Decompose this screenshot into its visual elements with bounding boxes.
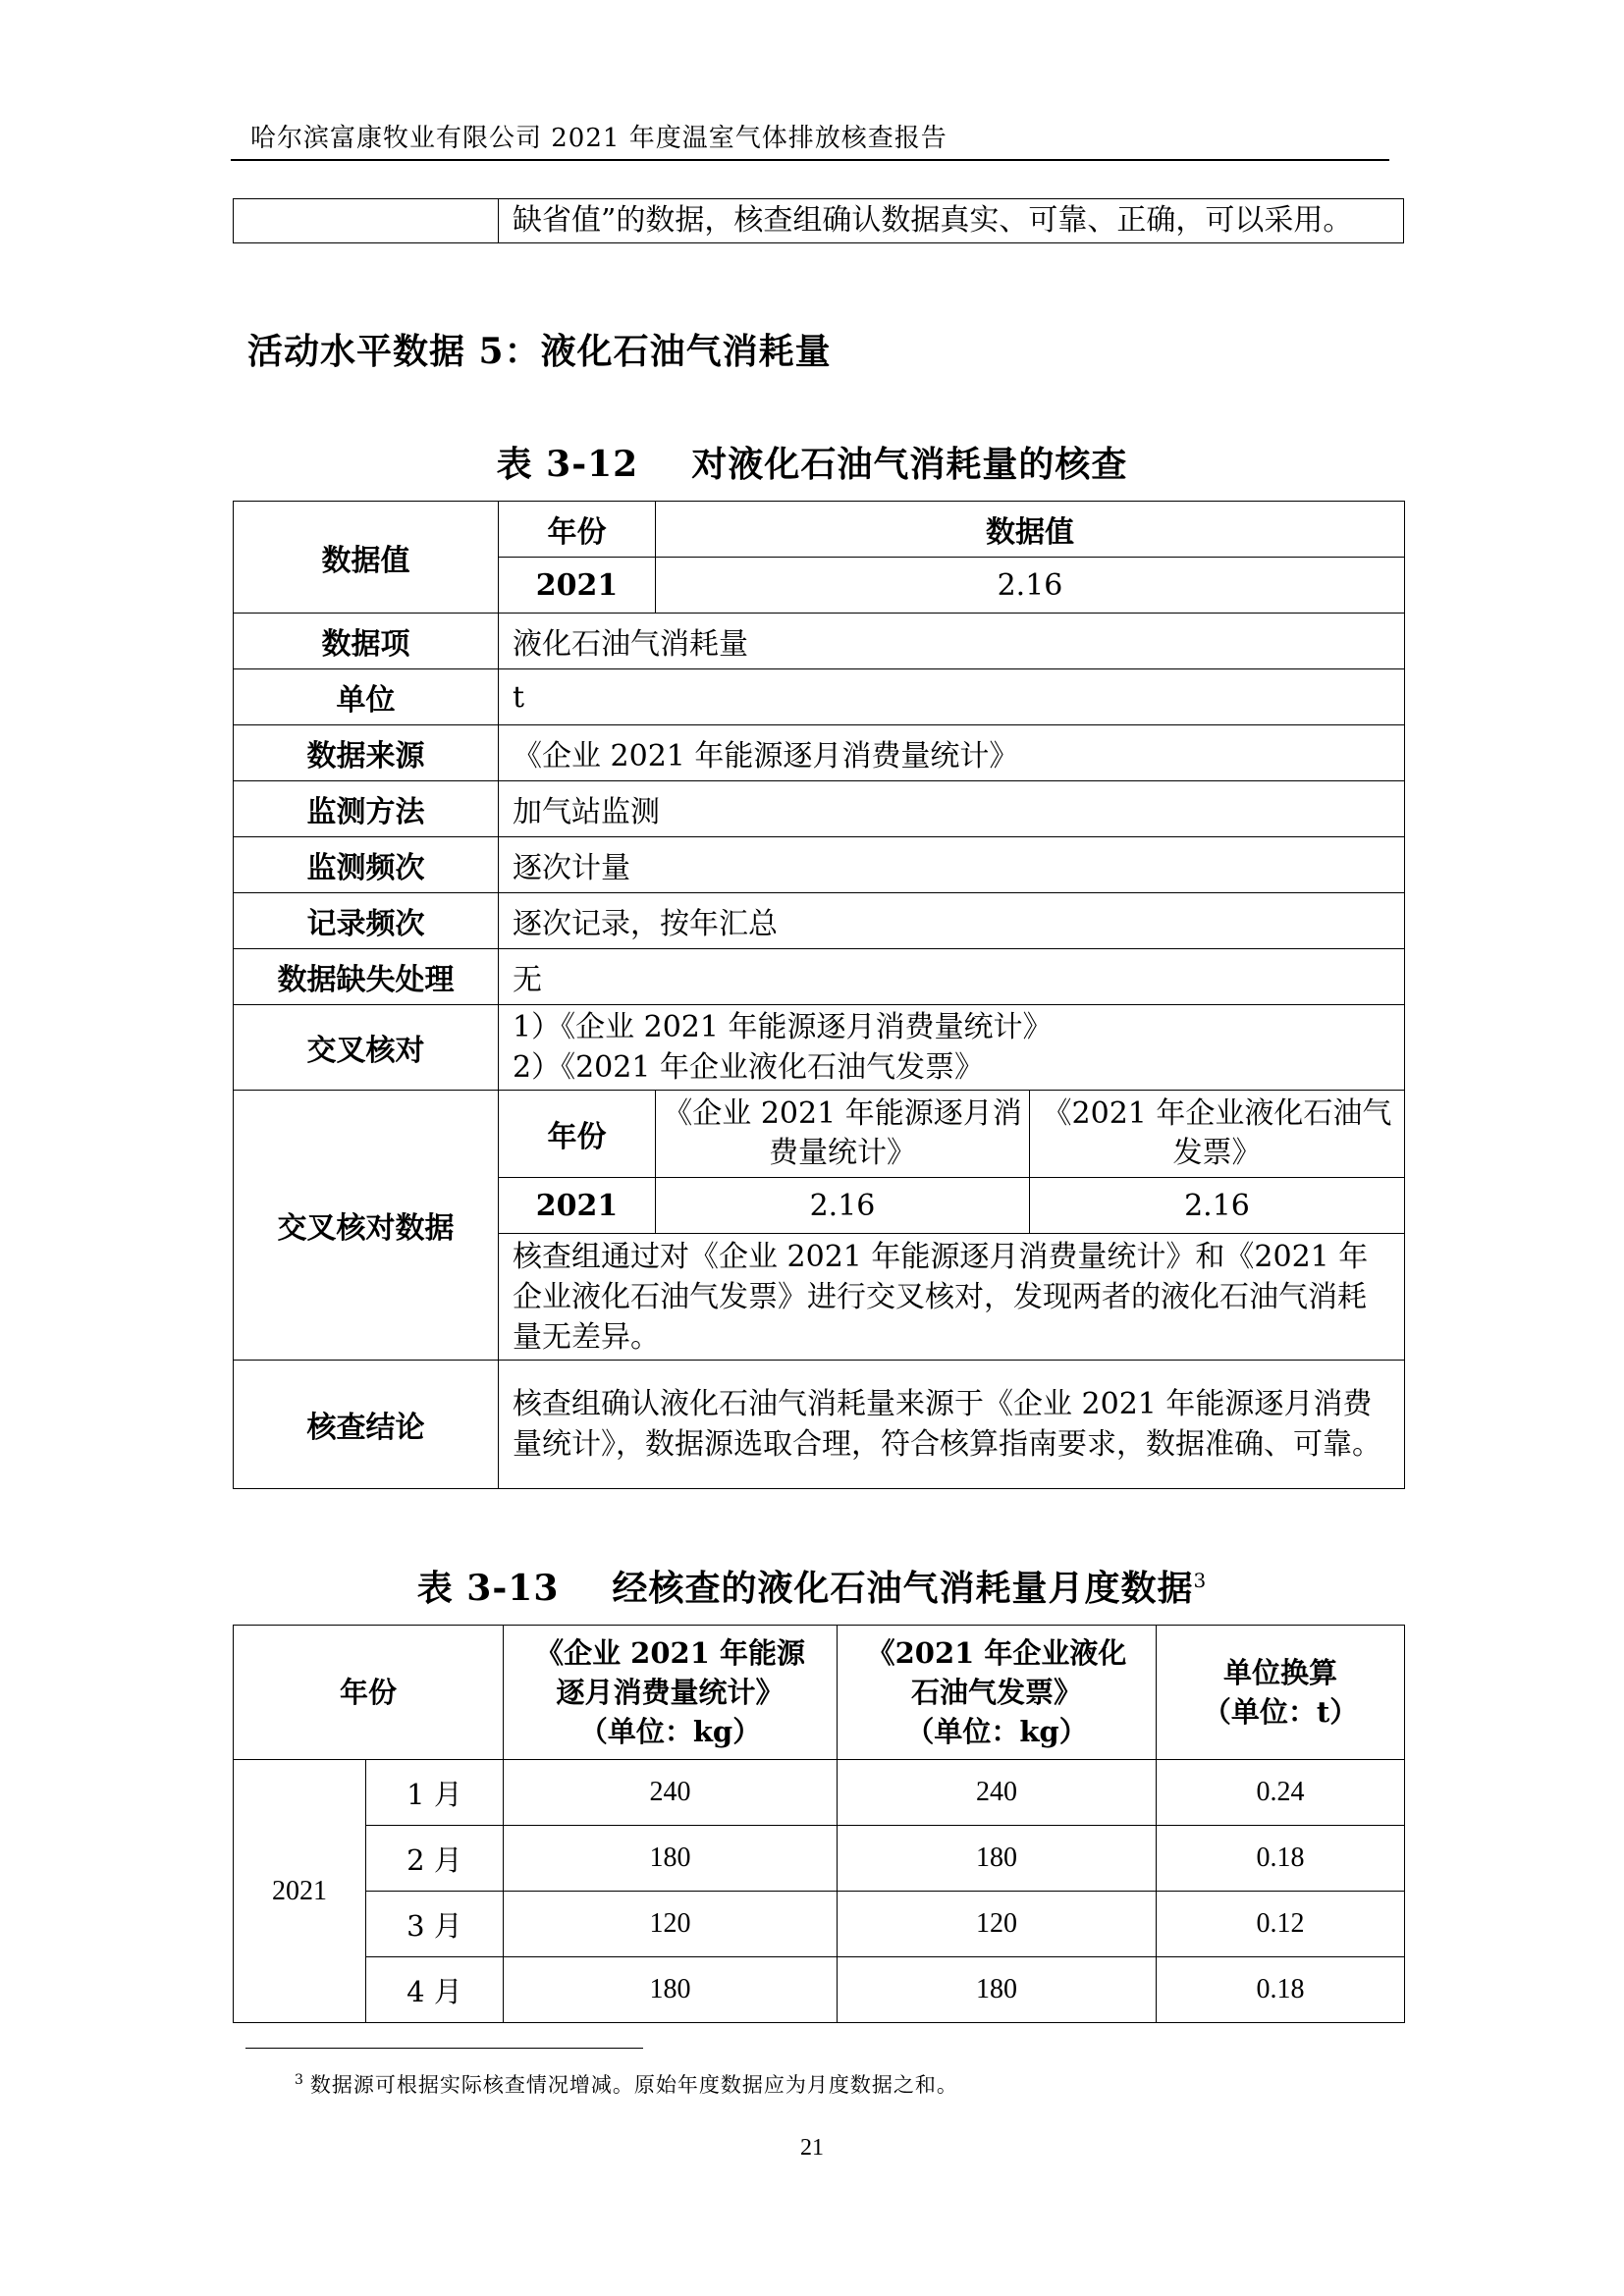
source1-value: 240 [504, 1760, 838, 1826]
cross-value-1: 2.16 [656, 1178, 1030, 1234]
table-3-13-caption [0, 1561, 1624, 1611]
table-row [234, 1892, 1405, 1957]
cross-year-header: 年份 [499, 1091, 656, 1178]
continued-text-cell: 缺省值”的数据，核查组确认数据真实、可靠、正确，可以采用。 [499, 199, 1404, 243]
footnote-mark: 3 [295, 2072, 304, 2088]
footnote-ref: 3 [1193, 1569, 1208, 1592]
source1-header-line1: 《企业 2021 年能源 [535, 1636, 805, 1670]
table-row [234, 1957, 1405, 2023]
footnote-separator [245, 2048, 643, 2049]
row-value: 《企业 2021 年能源逐月消费量统计》 [499, 725, 1405, 781]
converted-value: 0.12 [1157, 1892, 1405, 1957]
continued-empty-cell [234, 199, 499, 243]
row-label: 单位 [234, 669, 499, 725]
row-value: 逐次计量 [499, 837, 1405, 893]
data-value-label: 数据值 [234, 502, 499, 614]
row-label: 数据来源 [234, 725, 499, 781]
running-header: 哈尔滨富康牧业有限公司 2021 年度温室气体排放核查报告 [250, 124, 947, 153]
row-label: 监测方法 [234, 781, 499, 837]
conclusion-label: 核查结论 [234, 1361, 499, 1489]
month-cell: 3 月 [366, 1892, 504, 1957]
row-value: t [499, 669, 1405, 725]
source2-value: 240 [838, 1760, 1157, 1826]
conclusion-text: 核查组确认液化石油气消耗量来源于《企业 2021 年能源逐月消费量统计》，数据源选取合理，符合核算指南要求，数据准确、可靠。 [499, 1361, 1405, 1489]
source1-header-unit: （单位：kg） [578, 1715, 762, 1748]
converted-value: 0.24 [1157, 1760, 1405, 1826]
year-header: 年份 [499, 502, 656, 558]
source2-value: 120 [838, 1892, 1157, 1957]
cross-check-label: 交叉核对 [234, 1005, 499, 1091]
converted-value: 0.18 [1157, 1957, 1405, 2023]
value-header: 数据值 [656, 502, 1405, 558]
source2-header-unit: （单位：kg） [905, 1715, 1088, 1748]
source1-header-line2: 逐月消费量统计》 [556, 1676, 785, 1709]
table-3-12-caption: 表 3-12 对液化石油气消耗量的核查 [496, 444, 1128, 485]
cross-check-data-label: 交叉核对数据 [234, 1091, 499, 1361]
row-label: 数据项 [234, 614, 499, 669]
continued-table [233, 198, 1404, 243]
section-title: 活动水平数据 5：液化石油气消耗量 [247, 331, 832, 372]
converted-value: 0.18 [1157, 1826, 1405, 1892]
table-3-13 [233, 1625, 1405, 2023]
source1-value: 120 [504, 1892, 838, 1957]
cross-check-source-2: 2）《2021 年企业液化石油气发票》 [513, 1050, 984, 1085]
row-value: 液化石油气消耗量 [499, 614, 1405, 669]
cross-source1-header: 《企业 2021 年能源逐月消费量统计》 [656, 1091, 1030, 1178]
cross-source2-header: 《2021 年企业液化石油气发票》 [1030, 1091, 1405, 1178]
source2-header-line2: 石油气发票》 [911, 1676, 1083, 1709]
value-cell: 2.16 [656, 558, 1405, 614]
table-3-13-caption-text: 表 3-13 经核查的液化石油气消耗量月度数据 [416, 1568, 1194, 1609]
year-cell: 2021 [499, 558, 656, 614]
cross-check-note: 核查组通过对《企业 2021 年能源逐月消费量统计》和《2021 年企业液化石油气发票》进行交叉核对，发现两者的液化石油气消耗量无差异。 [499, 1234, 1405, 1361]
year-cell: 2021 [234, 1760, 366, 2023]
header-rule [231, 159, 1389, 161]
conversion-header [1157, 1626, 1405, 1760]
cross-check-sources [499, 1005, 1405, 1091]
row-label: 记录频次 [234, 893, 499, 949]
conversion-header-line2: （单位：t） [1202, 1695, 1359, 1729]
source2-value: 180 [838, 1957, 1157, 2023]
source1-header [504, 1626, 838, 1760]
month-cell: 1 月 [366, 1760, 504, 1826]
footnote [295, 2069, 958, 2099]
source1-value: 180 [504, 1826, 838, 1892]
month-cell: 2 月 [366, 1826, 504, 1892]
page-number: 21 [800, 2135, 824, 2161]
cross-year-cell: 2021 [499, 1178, 656, 1234]
cross-check-source-1: 1）《企业 2021 年能源逐月消费量统计》 [513, 1010, 1053, 1044]
source1-value: 180 [504, 1957, 838, 2023]
source2-header [838, 1626, 1157, 1760]
month-cell: 4 月 [366, 1957, 504, 2023]
table-row [234, 1826, 1405, 1892]
cross-value-2: 2.16 [1030, 1178, 1405, 1234]
footnote-text: 数据源可根据实际核查情况增减。原始年度数据应为月度数据之和。 [309, 2073, 958, 2097]
year-header: 年份 [234, 1626, 504, 1760]
row-label: 数据缺失处理 [234, 949, 499, 1005]
row-value: 无 [499, 949, 1405, 1005]
table-3-12 [233, 501, 1405, 1489]
source2-value: 180 [838, 1826, 1157, 1892]
row-value: 逐次记录，按年汇总 [499, 893, 1405, 949]
source2-header-line1: 《2021 年企业液化 [866, 1636, 1127, 1670]
row-label: 监测频次 [234, 837, 499, 893]
table-row [234, 1760, 1405, 1826]
conversion-header-line1: 单位换算 [1223, 1656, 1338, 1689]
row-value: 加气站监测 [499, 781, 1405, 837]
